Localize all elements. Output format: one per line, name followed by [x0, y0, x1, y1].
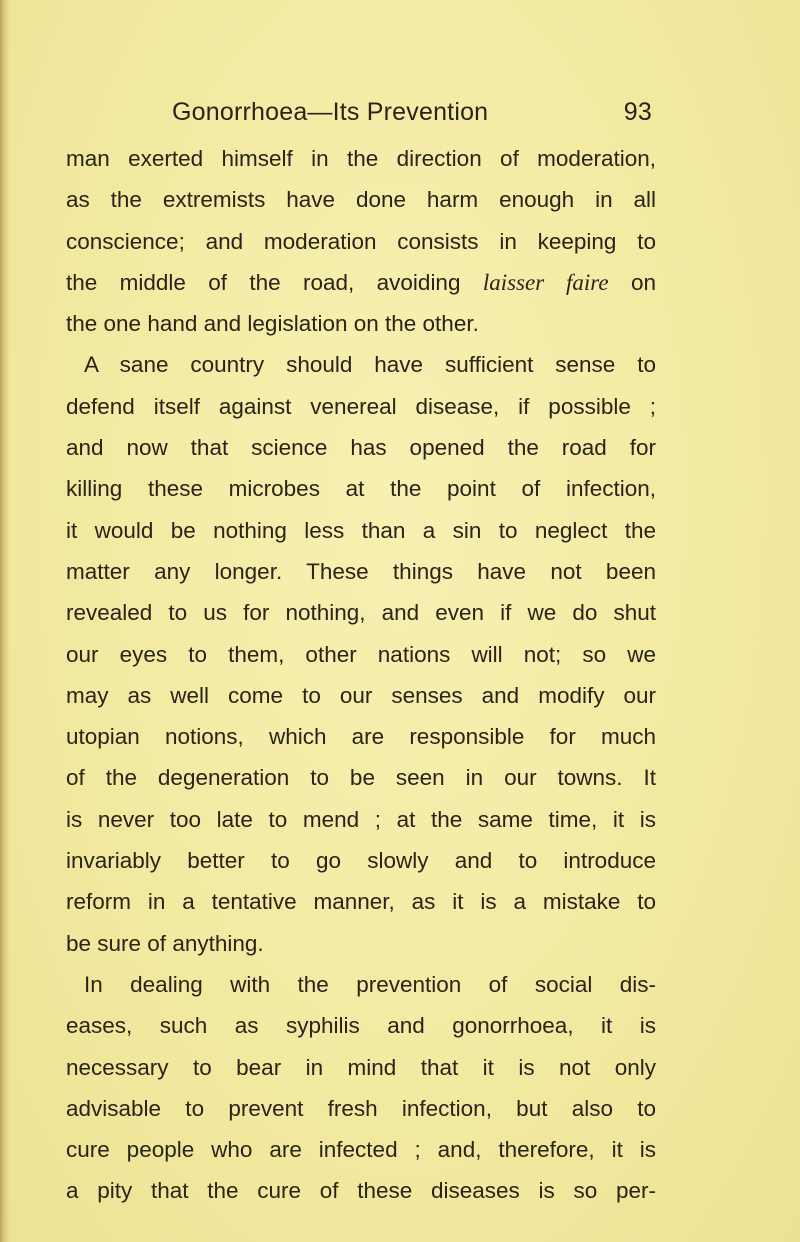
text-line: advisable to prevent fresh infection, but also to [66, 1095, 656, 1121]
paragraph-start-line: In dealing with the prevention of social dis- [84, 971, 656, 997]
text-line: eases, such as syphilis and gonorrhoea, it is [66, 1013, 656, 1039]
text-line: a pity that the cure of these diseases is so per- [66, 1178, 656, 1204]
italic-phrase: laisser faire [482, 269, 609, 295]
body-text [66, 138, 656, 1212]
text-line: may as well come to our senses and modify our [66, 682, 656, 708]
page-number: 93 [623, 98, 652, 126]
running-title: Gonorrhoea—Its Prevention [172, 98, 489, 126]
text-line: reform in a tentative manner, as it is a mistake to [66, 889, 656, 915]
text-line: killing these microbes at the point of infection, [66, 476, 656, 502]
page-binding-edge [0, 0, 10, 1242]
paragraph-start-line: A sane country should have sufficient sense to [84, 352, 656, 378]
text-line: man exerted himself in the direction of moderation, [66, 146, 656, 171]
text-line: matter any longer. These things have not been [66, 558, 656, 584]
text-line: and now that science has opened the road for [66, 435, 656, 461]
text-line: as the extremists have done harm enough in all [66, 187, 656, 213]
text-line: conscience; and moderation consists in keeping to [66, 228, 656, 254]
text-line: the one hand and legislation on the other. [66, 311, 479, 337]
text-line: invariably better to go slowly and to introduce [66, 848, 656, 874]
text-line [66, 262, 656, 303]
text-line: utopian notions, which are responsible for much [66, 724, 656, 750]
text-line: it would be nothing less than a sin to neglect the [66, 517, 656, 543]
text-run: on [608, 269, 656, 295]
running-head [172, 98, 652, 138]
text-run: the middle of the road, avoiding [66, 269, 483, 295]
text-line: is never too late to mend ; at the same time, it is [66, 806, 656, 832]
text-line: defend itself against venereal disease, if possible ; [66, 393, 656, 419]
text-line: be sure of anything. [66, 930, 264, 956]
text-line: necessary to bear in mind that it is not only [66, 1054, 656, 1080]
text-line: our eyes to them, other nations will not; so we [66, 641, 656, 667]
text-line: cure people who are infected ; and, therefore, it is [66, 1137, 656, 1163]
text-line: revealed to us for nothing, and even if we do shut [66, 600, 656, 626]
text-line: of the degeneration to be seen in our towns. It [66, 765, 656, 791]
